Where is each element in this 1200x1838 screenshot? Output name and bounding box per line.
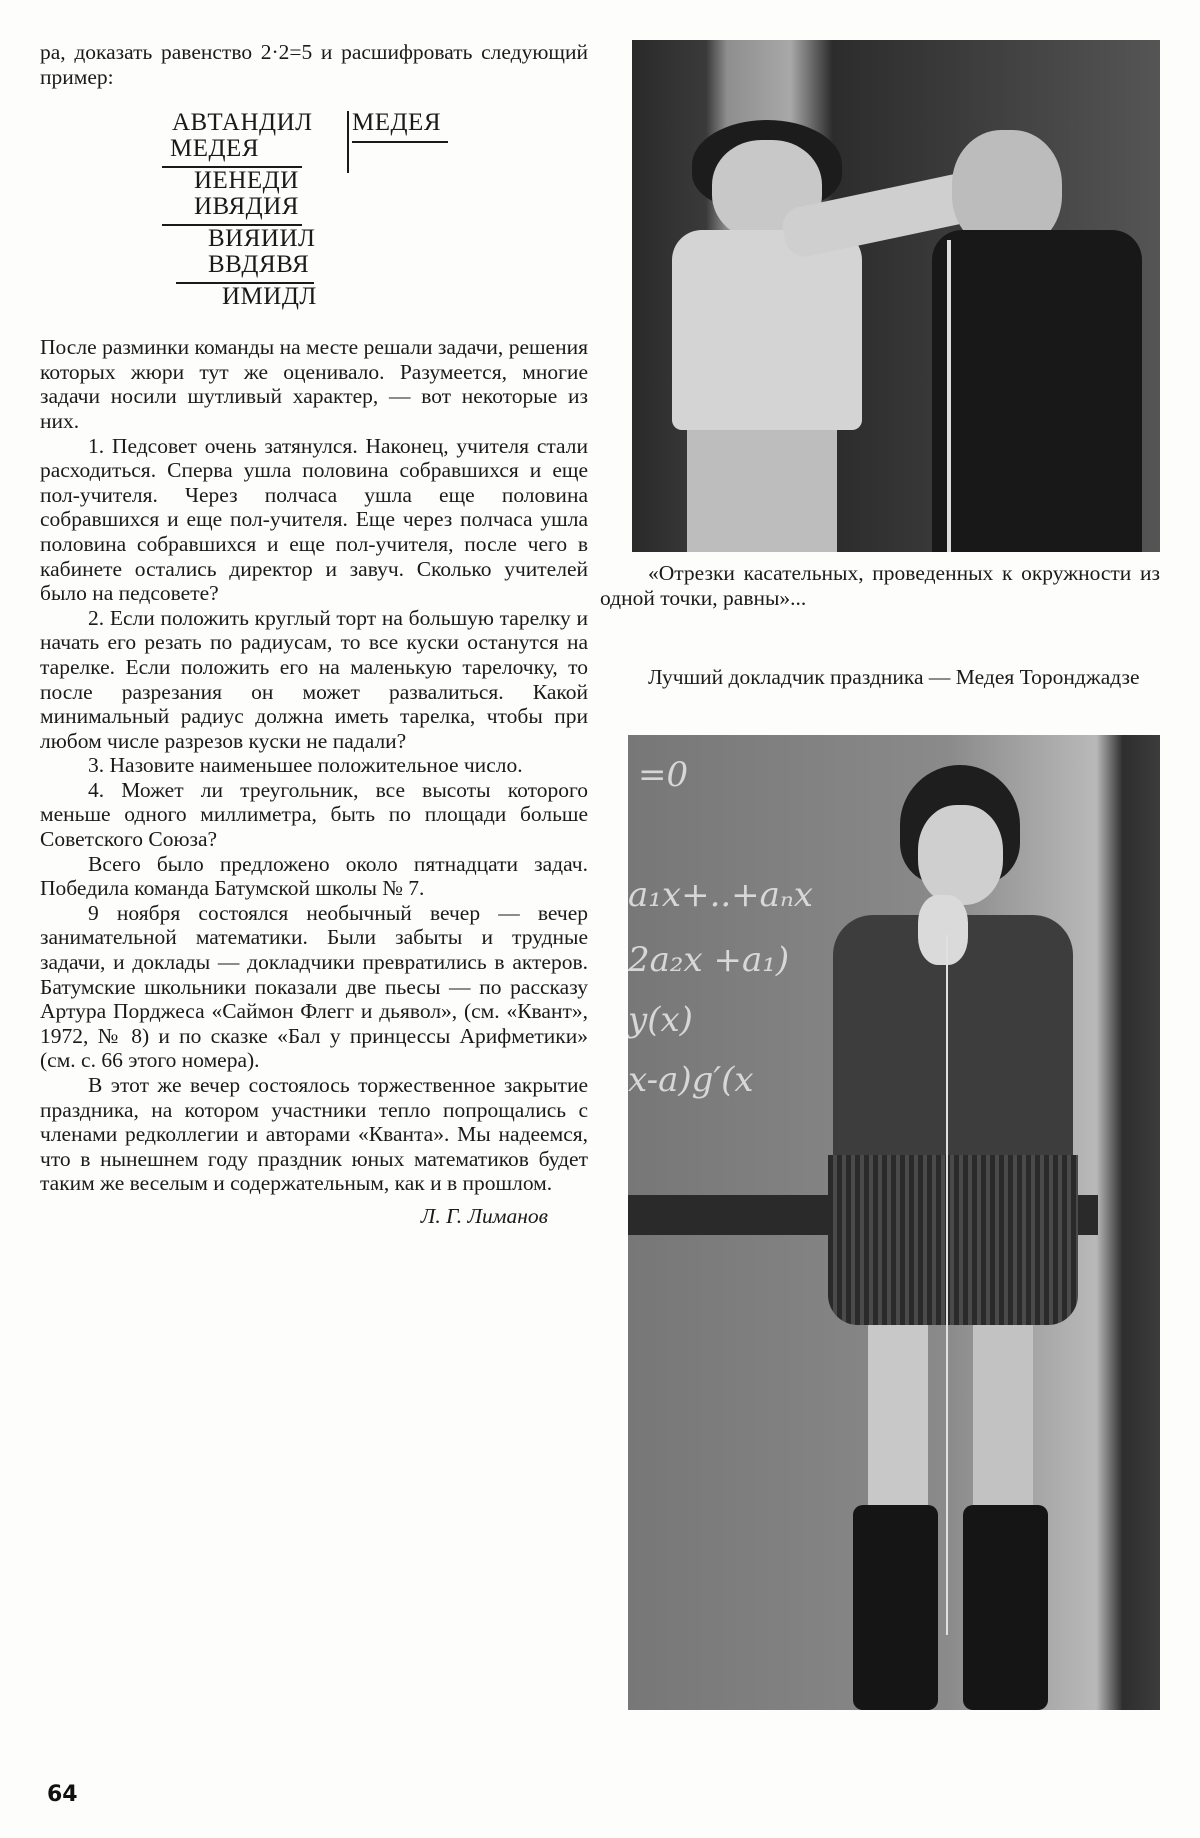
- photo-figure-skirt: [828, 1155, 1078, 1325]
- division-puzzle: [40, 95, 588, 365]
- chalk-formula: y(x): [628, 1000, 693, 1040]
- divisor: МЕДЕЯ: [352, 109, 441, 137]
- division-row: ИМИДЛ: [222, 283, 317, 311]
- caption-bottom-block: [600, 665, 1160, 690]
- left-column: [40, 40, 588, 1229]
- chalk-formula: 2a₂x +a₁): [628, 940, 790, 980]
- division-row: ИЕНЕДИ: [194, 167, 299, 195]
- photo-figure-sweater: [672, 230, 862, 430]
- chalk-formula: =0: [638, 755, 689, 795]
- photo-figure-boot: [963, 1505, 1048, 1710]
- photo-bottom-caption: Лучший докладчик праздника — Медея Торонджадзе: [648, 665, 1140, 689]
- caption-top: [600, 561, 1160, 610]
- author-signature: Л. Г. Лиманов: [420, 1203, 548, 1228]
- chalk-formula: a₁x+..+aₙx: [628, 875, 813, 915]
- paragraph: 9 ноября состоялся необычный вечер — вечер занимательной математики. Были забыты и трудные задачи, и доклады — докладчики превратились в актеров. Батумские школьники показали две пьесы — по рассказу Артура Порджеса «Саймон Флегг и дьявол», (см. «Квант», 1972, № 8) и по сказке «Бал у принцессы Арифметики» (см. с. 66 этого номера).: [40, 900, 588, 1073]
- division-bar: [347, 111, 349, 173]
- photo-figure-trousers: [687, 430, 837, 552]
- photo-figure-scarf: [918, 895, 968, 965]
- dividend: АВТАНДИЛ: [172, 109, 313, 137]
- photo-figure-boot: [853, 1505, 938, 1710]
- division-row: ВИЯИИЛ: [208, 225, 316, 253]
- paragraph: В этот же вечер состоялось торжественное закрытие праздника, на котором участники тепло попрощались с членами редколлегии и авторами «Кванта». Мы надеемся, что в нынешнем году праздник юных математиков будет таким же веселым и содержательным, как и в прошлом.: [40, 1073, 588, 1196]
- problem-4: 4. Может ли треугольник, все высоты которого меньше одного миллиметра, быть по площади больше Советского Союза?: [40, 777, 588, 852]
- photo-microphone-cable: [946, 935, 948, 1635]
- photo-microphone-stand: [947, 240, 951, 552]
- divisor-rule: [352, 141, 448, 143]
- problem-1: 1. Педсовет очень затянулся. Наконец, учителя стали расходиться. Сперва ушла половина собравшихся и еще пол-учителя. Через полчаса ушла еще половина собравшихся и еще пол-учителя. Еще через полчаса ушла половина собравшихся и еще пол-учителя, после чего в кабинете остались директор и завуч. Сколько учителей было на педсовете?: [40, 433, 588, 606]
- problem-3: 3. Назовите наименьшее положительное число.: [88, 753, 523, 778]
- photo-speaker-chalkboard: [628, 735, 1160, 1710]
- chalk-formula: x-a)g′(x: [628, 1060, 754, 1100]
- photo-figure-face: [918, 805, 1003, 905]
- photo-stage-microphone: [632, 40, 1160, 552]
- division-row: МЕДЕЯ: [170, 135, 259, 163]
- division-row: ВВДЯВЯ: [208, 251, 310, 279]
- photo-figure-suit: [932, 230, 1142, 552]
- paragraph: После разминки команды на месте решали задачи, решения которых жюри тут же оценивало. Разумеется, многие задачи носили шутливый характер, — вот некоторые из них.: [40, 335, 588, 433]
- paragraph: Всего было предложено около пятнадцати задач. Победила команда Батумской школы № 7.: [40, 851, 588, 901]
- intro-text: ра, доказать равенство 2·2=5 и расшифровать следующий пример:: [40, 40, 588, 89]
- photo-top-caption: «Отрезки касательных, проведенных к окружности из одной точки, равны»...: [600, 561, 1160, 610]
- problem-2: 2. Если положить круглый торт на большую тарелку и начать его резать по радиусам, то все куски останутся на тарелке. Если положить его на маленькую тарелочку, то после разрезания он может развалиться. Какой минимальный радиус должна иметь тарелка, чтобы при любом числе разрезов куски не падали?: [40, 605, 588, 753]
- division-row: ИВЯДИЯ: [194, 193, 299, 221]
- page-number: 64: [47, 1782, 78, 1807]
